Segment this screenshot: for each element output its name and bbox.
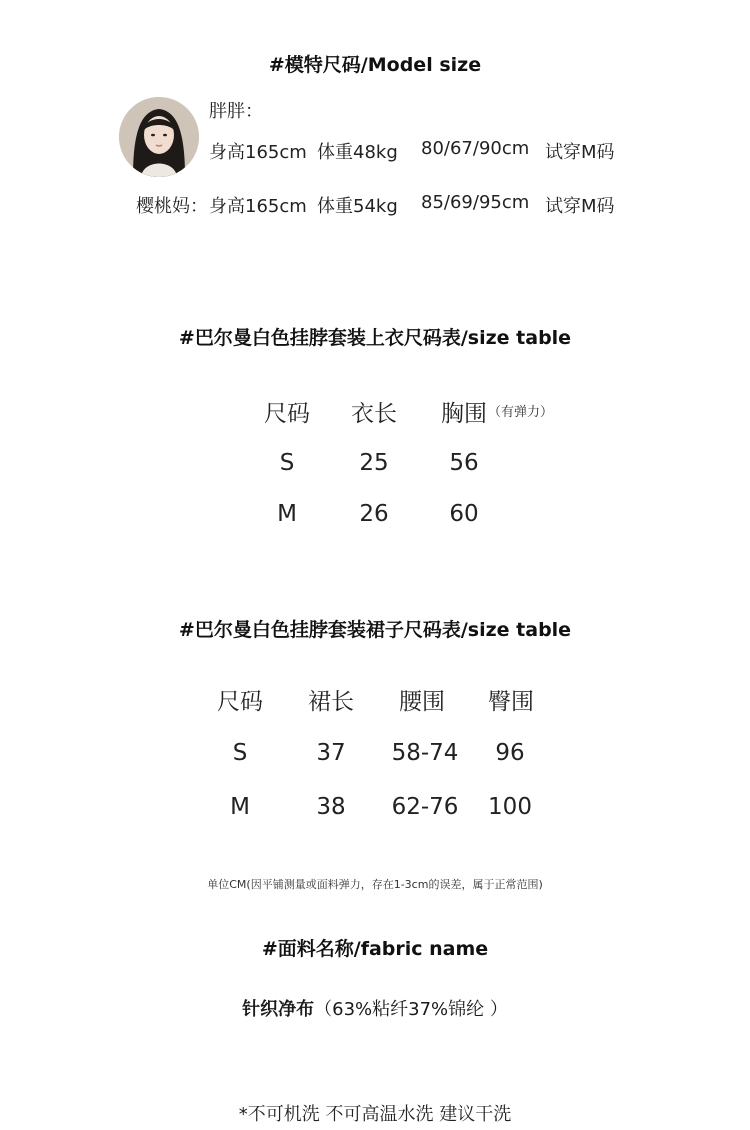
- skirt-header-size: 尺码: [217, 689, 263, 715]
- top-row-m-length: 26: [359, 501, 389, 527]
- model-2-weight: 体重54kg: [317, 196, 398, 217]
- fabric-composition: （63%粘纤37%锦纶 ）: [314, 999, 508, 1020]
- top-row-s-size: S: [279, 450, 295, 476]
- skirt-header-waist: 腰围: [399, 689, 445, 715]
- care-note: *不可机洗 不可高温水洗 建议干洗: [238, 1104, 512, 1125]
- skirt-row-s-size: S: [232, 740, 248, 766]
- top-header-chest: 胸围: [441, 401, 487, 427]
- skirt-row-s-length: 37: [316, 740, 346, 766]
- top-row-m-size: M: [277, 501, 297, 527]
- top-row-m-chest: 60: [449, 501, 479, 527]
- model-1-measurements: 80/67/90cm: [421, 138, 530, 159]
- skirt-header-hip: 臀围: [488, 689, 534, 715]
- unit-note: 单位CM(因平铺测量或面料弹力，存在1-3cm的误差，属于正常范围): [207, 878, 543, 891]
- top-row-s-length: 25: [359, 450, 389, 476]
- top-size-table-heading: #巴尔曼白色挂脖套装上衣尺码表/size table: [178, 327, 572, 349]
- model-2-height: 身高165cm: [209, 196, 307, 217]
- skirt-row-m-waist: 62-76: [391, 794, 459, 820]
- model-size-heading: #模特尺码/Model size: [268, 54, 482, 76]
- model-2-trial-size: 试穿M码: [545, 196, 615, 217]
- model-2-measurements: 85/69/95cm: [421, 192, 530, 213]
- fabric-name: 针织净布: [242, 999, 315, 1020]
- model-avatar: [119, 97, 199, 177]
- skirt-row-s-hip: 96: [495, 740, 525, 766]
- model-1-trial-size: 试穿M码: [545, 142, 615, 163]
- fabric-heading: #面料名称/fabric name: [261, 938, 489, 960]
- skirt-header-length: 裙长: [308, 689, 354, 715]
- top-chest-stretch-note: （有弹力）: [488, 405, 554, 420]
- model-1-height: 身高165cm: [209, 142, 307, 163]
- skirt-row-m-size: M: [230, 794, 250, 820]
- fabric-line: [0, 995, 750, 1021]
- model-1-weight: 体重48kg: [317, 142, 398, 163]
- model-avatar-image: [119, 97, 199, 177]
- top-header-length: 衣长: [351, 401, 397, 427]
- model-2-name: 樱桃妈：: [136, 196, 208, 217]
- skirt-row-m-hip: 100: [488, 794, 532, 820]
- skirt-row-s-waist: 58-74: [391, 740, 459, 766]
- top-header-size: 尺码: [264, 401, 310, 427]
- skirt-row-m-length: 38: [316, 794, 346, 820]
- model-1-name: 胖胖：: [209, 101, 263, 122]
- skirt-size-table-heading: #巴尔曼白色挂脖套装裙子尺码表/size table: [178, 619, 572, 641]
- top-row-s-chest: 56: [449, 450, 479, 476]
